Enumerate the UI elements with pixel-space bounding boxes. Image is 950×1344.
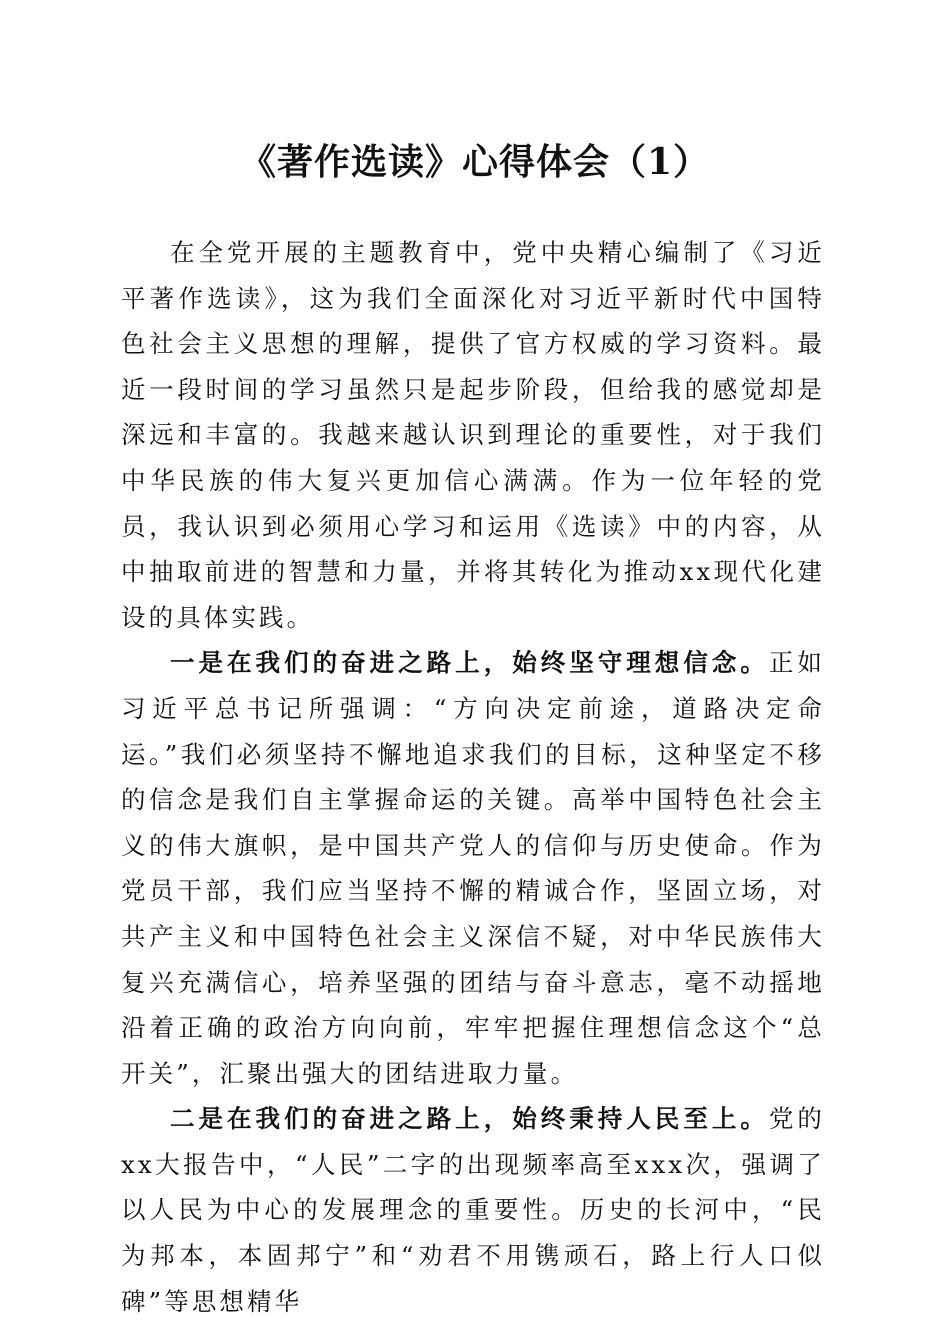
paragraph-intro xyxy=(121,230,825,640)
paragraph-lead: 一是在我们的奋进之路上，始终坚守理想信念。 xyxy=(170,648,769,678)
paragraph-people xyxy=(121,1096,825,1324)
paragraph-ideals xyxy=(121,640,825,1096)
paragraph-text: 正如习近平总书记所强调：“方向决定前途，道路决定命运。”我们必须坚持不懈地追求我们的目标，这种坚定不移的信念是我们自主掌握命运的关键。高举中国特色社会主义的伟大旗帜，是中国共产党人的信仰与历史使命。作为党员干部，我们应当坚持不懈的精诚合作，坚固立场，对共产主义和中国特色社会主义深信不疑，对中华民族伟大复兴充满信心，培养坚强的团结与奋斗意志，毫不动摇地沿着正确的政治方向向前，牢牢把握住理想信念这个“总开关”，汇聚出强大的团结进取力量。 xyxy=(121,648,825,1088)
paragraph-text: 党的xx大报告中，“人民”二字的出现频率高至xxx次，强调了以人民为中心的发展理念的重要性。历史的长河中，“民为邦本，本固邦宁”和“劝君不用镌顽石，路上行人口似碑”等思想精华 xyxy=(121,1104,825,1316)
paragraph-lead: 二是在我们的奋进之路上，始终秉持人民至上。 xyxy=(170,1104,769,1134)
document-body xyxy=(121,230,825,1324)
document-title: 《著作选读》心得体会（1） xyxy=(239,141,711,183)
paragraph-text: 在全党开展的主题教育中，党中央精心编制了《习近平著作选读》，这为我们全面深化对习近平新时代中国特色社会主义思想的理解，提供了官方权威的学习资料。最近一段时间的学习虽然只是起步阶段，但给我的感觉却是深远和丰富的。我越来越认识到理论的重要性，对于我们中华民族的伟大复兴更加信心满满。作为一位年轻的党员，我认识到必须用心学习和运用《选读》中的内容，从中抽取前进的智慧和力量，并将其转化为推动xx现代化建设的具体实践。 xyxy=(121,238,825,632)
